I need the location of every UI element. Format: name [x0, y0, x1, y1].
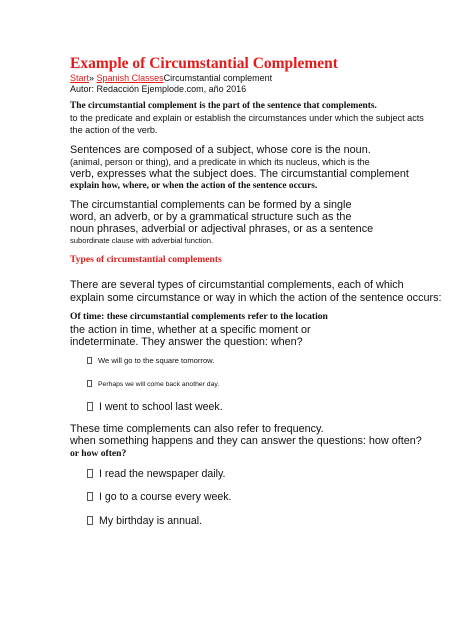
- para4-line-1: There are several types of circumstantial complements, each of which: [70, 279, 404, 291]
- time-section-line-2: the action in time, whether at a specific moment or: [70, 324, 311, 336]
- time-section-line-1: Of time: these circumstantial complements refer to the location: [70, 311, 328, 322]
- breadcrumb-start-link[interactable]: Start: [70, 73, 90, 83]
- time-example-1: We will go to the square tomorrow.: [98, 356, 215, 365]
- para4-line-2: explain some circumstance or way in which the action of the sentence occurs:: [70, 292, 442, 304]
- types-heading: Types of circumstantial complements: [70, 254, 222, 265]
- bullet-box-icon: [87, 380, 92, 387]
- page-title: Example of Circumstantial Complement: [70, 55, 338, 72]
- para3-line-4: subordinate clause with adverbial function.: [70, 236, 214, 245]
- list-item: [87, 468, 225, 480]
- list-item: [87, 515, 202, 527]
- bullet-box-icon: [87, 492, 93, 501]
- time-example-3: I went to school last week.: [99, 401, 223, 413]
- intro-line-3: the action of the verb.: [70, 125, 158, 135]
- list-item: [87, 401, 223, 413]
- frequency-line-1: These time complements can also refer to frequency.: [70, 423, 324, 435]
- frequency-example-1: I read the newspaper daily.: [99, 468, 226, 480]
- breadcrumb-current: Circumstantial complement: [163, 73, 273, 83]
- para3-line-3: noun phrases, adverbial or adjectival phrases, or as a sentence: [70, 223, 374, 235]
- frequency-line-2: when something happens and they can answer the questions: how often?: [70, 435, 422, 447]
- frequency-line-3: or how often?: [70, 448, 127, 459]
- breadcrumb-spanish-classes-link[interactable]: Spanish Classes: [96, 73, 164, 83]
- para2-line-1: Sentences are composed of a subject, whose core is the noun.: [70, 144, 371, 156]
- bullet-box-icon: [87, 357, 92, 364]
- list-item: [87, 380, 219, 388]
- intro-line-2: to the predicate and explain or establish the circumstances under which the subject acts: [70, 113, 424, 123]
- para3-line-1: The circumstantial complements can be formed by a single: [70, 199, 352, 211]
- para2-line-4: explain how, where, or when the action of the sentence occurs.: [70, 181, 318, 191]
- frequency-example-3: My birthday is annual.: [99, 515, 203, 527]
- frequency-example-2: I go to a course every week.: [99, 491, 232, 503]
- list-item: [87, 491, 232, 503]
- intro-line-1: The circumstantial complement is the part of the sentence that complements.: [70, 101, 377, 111]
- time-section-line-3: indeterminate. They answer the question: when?: [70, 336, 303, 348]
- author-line: Autor: Redacción Ejemplode.com, año 2016: [70, 84, 247, 94]
- para2-line-3: verb, expresses what the subject does. The circumstantial complement: [70, 168, 409, 180]
- breadcrumb: [70, 73, 272, 83]
- para2-line-2: (animal, person or thing), and a predicate in which its nucleus, which is the: [70, 157, 370, 167]
- para3-line-2: word, an adverb, or by a grammatical structure such as the: [70, 211, 352, 223]
- bullet-box-icon: [87, 469, 93, 478]
- bullet-box-icon: [87, 402, 93, 411]
- breadcrumb-separator: »: [89, 73, 95, 83]
- bullet-box-icon: [87, 516, 93, 525]
- list-item: [87, 356, 214, 365]
- time-example-2: Perhaps we will come back another day.: [98, 381, 220, 388]
